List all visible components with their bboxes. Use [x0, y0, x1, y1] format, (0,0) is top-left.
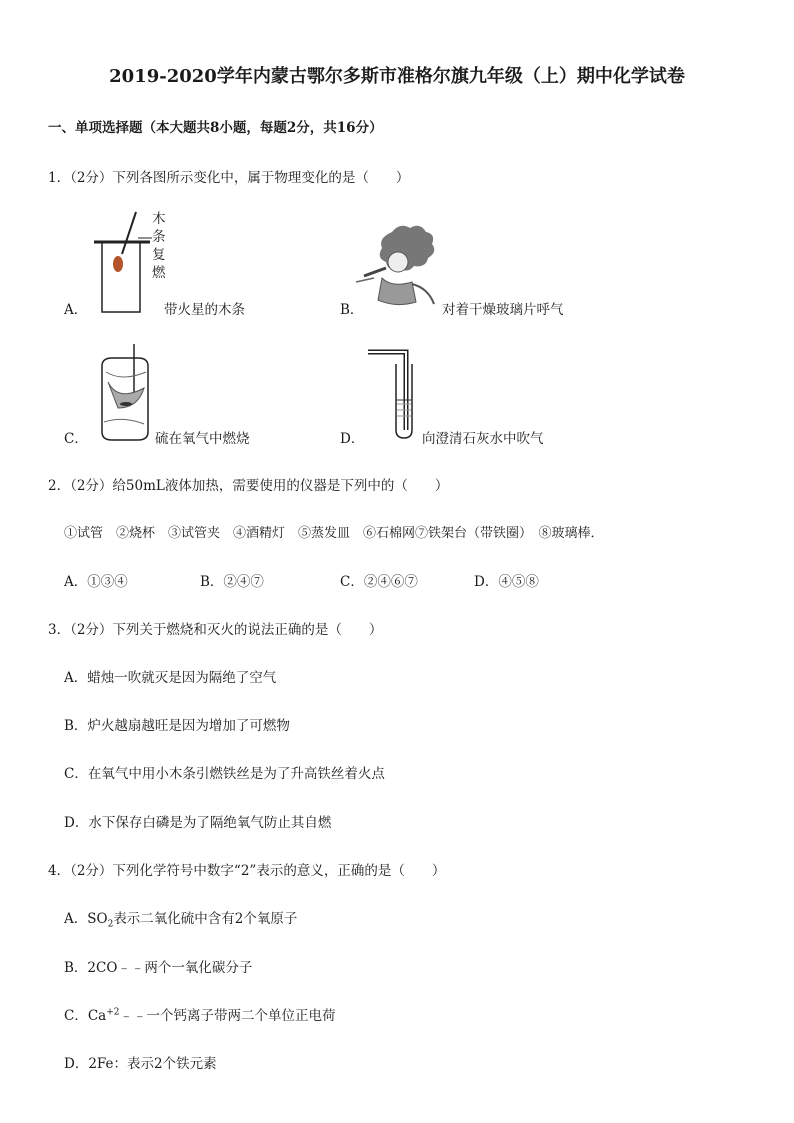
q1-figure-b-breathing-on-glass	[352, 222, 442, 312]
q1-figure-c-sulfur-burning	[94, 342, 154, 442]
question-4-stem: 4．（2分）下列化学符号中数字“2”表示的意义，正确的是（ ）	[48, 863, 446, 879]
q1-option-d-letter: D．	[340, 431, 365, 447]
question-2-stem: 2．（2分）给50mL液体加热，需要使用的仪器是下列中的（ ）	[48, 478, 449, 494]
q2-option-b: B．②④⑦	[200, 574, 264, 590]
question-2-item-list: ①试管 ②烧杯 ③试管夹 ④酒精灯 ⑤蒸发皿 ⑥石棉网⑦铁架台（带铁圈） ⑧玻璃棒．	[64, 526, 604, 541]
q3-option-d: D．水下保存白磷是为了隔绝氧气防止其自燃	[64, 815, 332, 831]
exam-title: 2019-2020学年内蒙古鄂尔多斯市准格尔旗九年级（上）期中化学试卷	[109, 66, 685, 87]
q1-option-a-caption: 带火星的木条	[164, 302, 245, 318]
q1-figure-a-side-text: 木 条 复 燃	[152, 211, 166, 281]
q2-option-d: D．④⑤⑧	[474, 574, 539, 590]
q1-option-c-caption: 硫在氧气中燃烧	[155, 431, 250, 447]
q4-option-a: A．$SO_2$表示二氧化硫中含有2个氧原子	[64, 911, 298, 930]
q1-option-b-caption: 对着干燥玻璃片呼气	[442, 302, 564, 318]
q1-option-a-letter: A．	[64, 302, 88, 318]
q1-option-b-letter: B．	[340, 302, 364, 318]
q3-option-c: C．在氧气中用小木条引燃铁丝是为了升高铁丝着火点	[64, 766, 385, 782]
q4-option-c: C．$Ca^{+2}﹣﹣$一个钙离子带两二个单位正电荷	[64, 1007, 336, 1024]
question-1-stem: 1．（2分）下列各图所示变化中，属于物理变化的是（ ）	[48, 170, 410, 186]
q3-option-a: A．蜡烛一吹就灭是因为隔绝了空气	[64, 670, 277, 686]
q1-option-c-letter: C．	[64, 431, 88, 447]
q2-option-c: C．②④⑥⑦	[340, 574, 418, 590]
q1-figure-d-blowing-into-limewater	[364, 344, 420, 440]
q4-option-b: B．2CO﹣﹣两个一氧化碳分子	[64, 960, 253, 976]
question-3-stem: 3．（2分）下列关于燃烧和灭火的说法正确的是（ ）	[48, 622, 383, 638]
q4-option-d: D．2Fe：表示2个铁元素	[64, 1056, 217, 1072]
section-heading: 一、单项选择题（本大题共8小题，每题2分，共16分）	[48, 120, 383, 136]
q1-option-d-caption: 向澄清石灰水中吹气	[422, 431, 544, 447]
q3-option-b: B．炉火越扇越旺是因为增加了可燃物	[64, 718, 290, 734]
q2-option-a: A．①③④	[64, 574, 128, 590]
